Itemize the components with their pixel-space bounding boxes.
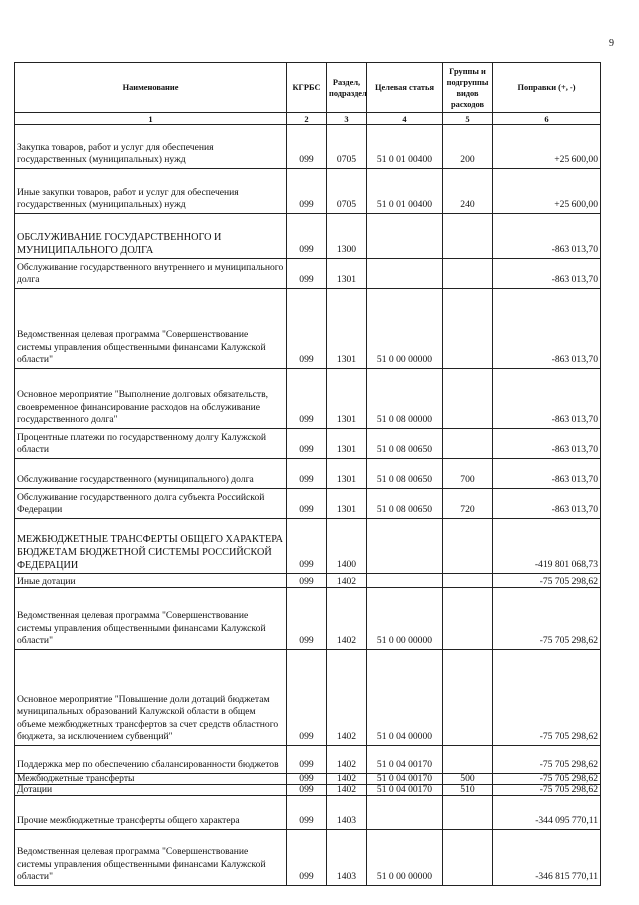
table-row (15, 519, 601, 574)
header-name: Наименование (15, 63, 287, 113)
column-number: 4 (367, 113, 443, 125)
cell-section: 1403 (327, 796, 367, 830)
cell-section: 1403 (327, 830, 367, 886)
table-row (15, 369, 601, 429)
cell-target: 51 0 01 00400 (367, 169, 443, 214)
table-row (15, 650, 601, 746)
cell-target: 51 0 00 00000 (367, 588, 443, 650)
cell-section: 1402 (327, 650, 367, 746)
table-row (15, 588, 601, 650)
table-row (15, 125, 601, 169)
column-number: 2 (287, 113, 327, 125)
table-row (15, 429, 601, 459)
cell-amount: -863 013,70 (493, 369, 601, 429)
cell-section: 1402 (327, 588, 367, 650)
column-number: 6 (493, 113, 601, 125)
header-kgrbs: КГРБС (287, 63, 327, 113)
table-row (15, 214, 601, 259)
cell-target: 51 0 01 00400 (367, 125, 443, 169)
cell-amount: -863 013,70 (493, 259, 601, 289)
cell-group (443, 519, 493, 574)
table-row (15, 489, 601, 519)
cell-group (443, 830, 493, 886)
cell-group (443, 650, 493, 746)
cell-amount: -346 815 770,11 (493, 830, 601, 886)
cell-kgrbs: 099 (287, 588, 327, 650)
cell-target: 51 0 08 00650 (367, 459, 443, 489)
cell-name: Обслуживание государственного (муниципального) долга (15, 459, 287, 489)
cell-name: Иные дотации (15, 574, 287, 588)
cell-name: Обслуживание государственного внутреннего и муниципального долга (15, 259, 287, 289)
cell-kgrbs: 099 (287, 746, 327, 774)
cell-amount: +25 600,00 (493, 169, 601, 214)
cell-target: 51 0 08 00650 (367, 429, 443, 459)
cell-amount: -863 013,70 (493, 459, 601, 489)
table-row (15, 796, 601, 830)
cell-kgrbs: 099 (287, 214, 327, 259)
cell-kgrbs: 099 (287, 125, 327, 169)
cell-kgrbs: 099 (287, 785, 327, 796)
cell-group: 510 (443, 785, 493, 796)
cell-target: 51 0 04 00170 (367, 774, 443, 785)
cell-kgrbs: 099 (287, 169, 327, 214)
cell-group (443, 214, 493, 259)
cell-target (367, 259, 443, 289)
cell-group (443, 429, 493, 459)
cell-name: Поддержка мер по обеспечению сбалансированности бюджетов (15, 746, 287, 774)
cell-kgrbs: 099 (287, 289, 327, 369)
table-row (15, 289, 601, 369)
cell-kgrbs: 099 (287, 519, 327, 574)
cell-name: Иные закупки товаров, работ и услуг для обеспечения государственных (муниципальных) нужд (15, 169, 287, 214)
table-row (15, 785, 601, 796)
cell-kgrbs: 099 (287, 796, 327, 830)
cell-group: 240 (443, 169, 493, 214)
column-number-row (15, 113, 601, 125)
cell-name: Ведомственная целевая программа "Совершенствование системы управления общественными финансами Калужской области" (15, 588, 287, 650)
column-number: 5 (443, 113, 493, 125)
cell-name: Прочие межбюджетные трансферты общего характера (15, 796, 287, 830)
page-number: 9 (609, 38, 614, 49)
cell-amount: -863 013,70 (493, 289, 601, 369)
cell-name: МЕЖБЮДЖЕТНЫЕ ТРАНСФЕРТЫ ОБЩЕГО ХАРАКТЕРА БЮДЖЕТАМ БЮДЖЕТНОЙ СИСТЕМЫ РОССИЙСКОЙ ФЕДЕРАЦИИ (15, 519, 287, 574)
cell-group: 200 (443, 125, 493, 169)
table-header-row (15, 63, 601, 113)
cell-group: 700 (443, 459, 493, 489)
header-amendments: Поправки (+, -) (493, 63, 601, 113)
cell-target: 51 0 04 00170 (367, 785, 443, 796)
header-target: Целевая статья (367, 63, 443, 113)
table-body (15, 125, 601, 886)
cell-group: 720 (443, 489, 493, 519)
cell-name: Основное мероприятие "Повышение доли дотаций бюджетам муниципальных образований Калужской области в общем объеме межбюджетных трансфертов за счет средств областного бюджета, за исключением субвенций" (15, 650, 287, 746)
cell-section: 1301 (327, 369, 367, 429)
table-row (15, 746, 601, 774)
cell-section: 1301 (327, 459, 367, 489)
table-row (15, 830, 601, 886)
cell-amount: -75 705 298,62 (493, 785, 601, 796)
cell-target: 51 0 08 00650 (367, 489, 443, 519)
cell-amount: -75 705 298,62 (493, 588, 601, 650)
cell-target: 51 0 00 00000 (367, 830, 443, 886)
table-row (15, 169, 601, 214)
cell-kgrbs: 099 (287, 459, 327, 489)
column-number: 1 (15, 113, 287, 125)
cell-amount: -863 013,70 (493, 429, 601, 459)
cell-name: Основное мероприятие "Выполнение долговых обязательств, своевременное финансирование расходов на обслуживание государственного долга" (15, 369, 287, 429)
cell-target: 51 0 08 00000 (367, 369, 443, 429)
cell-kgrbs: 099 (287, 774, 327, 785)
cell-kgrbs: 099 (287, 574, 327, 588)
cell-amount: -75 705 298,62 (493, 774, 601, 785)
cell-name: Межбюджетные трансферты (15, 774, 287, 785)
header-section: Раздел, подраздел (327, 63, 367, 113)
cell-amount: -75 705 298,62 (493, 574, 601, 588)
cell-group (443, 746, 493, 774)
cell-name: Закупка товаров, работ и услуг для обеспечения государственных (муниципальных) нужд (15, 125, 287, 169)
cell-section: 1402 (327, 774, 367, 785)
cell-amount: -344 095 770,11 (493, 796, 601, 830)
cell-target (367, 519, 443, 574)
cell-amount: -75 705 298,62 (493, 746, 601, 774)
cell-group (443, 796, 493, 830)
cell-kgrbs: 099 (287, 830, 327, 886)
cell-target (367, 796, 443, 830)
cell-section: 1301 (327, 429, 367, 459)
cell-group (443, 574, 493, 588)
table-row (15, 574, 601, 588)
cell-section: 1300 (327, 214, 367, 259)
table-row (15, 774, 601, 785)
cell-amount: -863 013,70 (493, 489, 601, 519)
cell-name: Ведомственная целевая программа "Совершенствование системы управления общественными финансами Калужской области" (15, 830, 287, 886)
cell-group (443, 369, 493, 429)
table-row (15, 459, 601, 489)
cell-target: 51 0 04 00170 (367, 746, 443, 774)
cell-kgrbs: 099 (287, 489, 327, 519)
table-row (15, 259, 601, 289)
cell-kgrbs: 099 (287, 429, 327, 459)
cell-kgrbs: 099 (287, 259, 327, 289)
cell-amount: -75 705 298,62 (493, 650, 601, 746)
cell-group (443, 588, 493, 650)
cell-target: 51 0 04 00000 (367, 650, 443, 746)
cell-name: Обслуживание государственного долга субъекта Российской Федерации (15, 489, 287, 519)
cell-name: ОБСЛУЖИВАНИЕ ГОСУДАРСТВЕННОГО И МУНИЦИПАЛЬНОГО ДОЛГА (15, 214, 287, 259)
cell-section: 0705 (327, 169, 367, 214)
cell-section: 1402 (327, 785, 367, 796)
cell-name: Дотации (15, 785, 287, 796)
cell-name: Ведомственная целевая программа "Совершенствование системы управления общественными финансами Калужской области" (15, 289, 287, 369)
cell-amount: -419 801 068,73 (493, 519, 601, 574)
cell-amount: +25 600,00 (493, 125, 601, 169)
cell-section: 0705 (327, 125, 367, 169)
header-groups: Группы и подгруппы видов расходов (443, 63, 493, 113)
cell-section: 1301 (327, 289, 367, 369)
cell-group: 500 (443, 774, 493, 785)
cell-section: 1402 (327, 574, 367, 588)
cell-group (443, 289, 493, 369)
budget-amendments-table (14, 62, 601, 886)
cell-name: Процентные платежи по государственному долгу Калужской области (15, 429, 287, 459)
cell-section: 1400 (327, 519, 367, 574)
cell-kgrbs: 099 (287, 650, 327, 746)
cell-kgrbs: 099 (287, 369, 327, 429)
cell-group (443, 259, 493, 289)
column-number: 3 (327, 113, 367, 125)
cell-target (367, 214, 443, 259)
cell-section: 1402 (327, 746, 367, 774)
cell-section: 1301 (327, 259, 367, 289)
cell-amount: -863 013,70 (493, 214, 601, 259)
cell-target: 51 0 00 00000 (367, 289, 443, 369)
cell-section: 1301 (327, 489, 367, 519)
cell-target (367, 574, 443, 588)
